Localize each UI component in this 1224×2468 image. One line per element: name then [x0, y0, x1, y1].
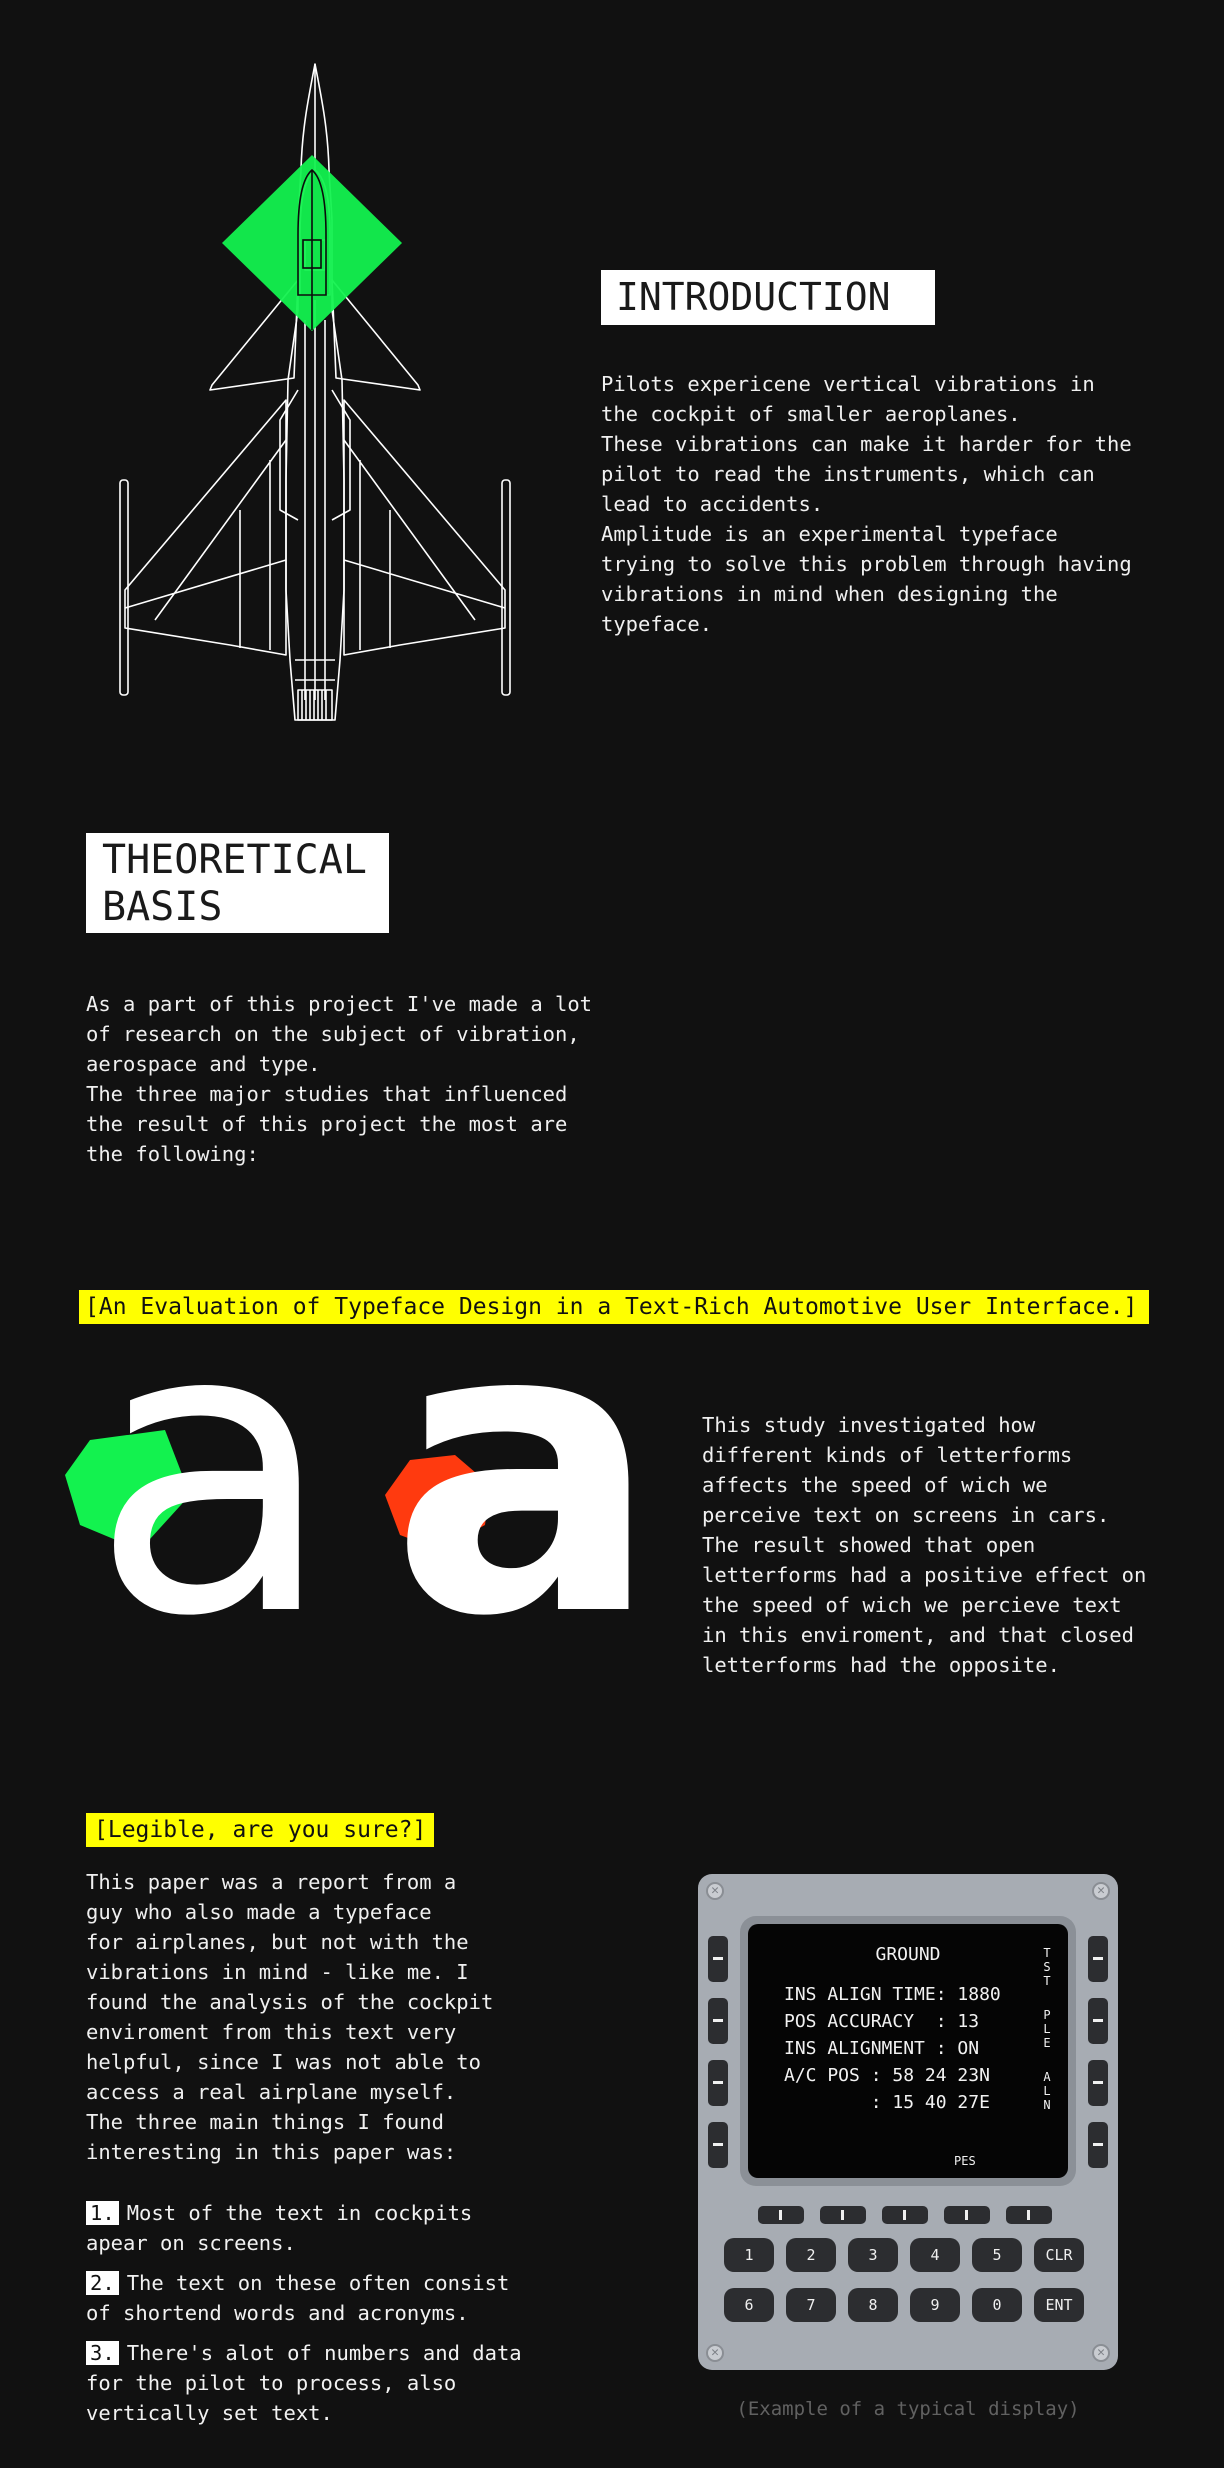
vertical-label-aln — [1040, 2070, 1054, 2114]
soft-key-4[interactable] — [944, 2206, 990, 2224]
display-line: POS ACCURACY : 13 — [784, 2011, 980, 2032]
theoretical-basis-heading: THEORETICAL BASIS — [86, 833, 389, 933]
vertical-label-text: TST — [1040, 1946, 1054, 1988]
cockpit-display-panel — [698, 1874, 1118, 2370]
display-line: INS ALIGNMENT : ON — [784, 2038, 980, 2059]
key-8[interactable]: 8 — [848, 2288, 898, 2322]
key-6[interactable]: 6 — [724, 2288, 774, 2322]
vertical-label-tst — [1040, 1946, 1054, 1990]
fighter-jet-illustration — [100, 60, 530, 730]
key-0[interactable]: 0 — [972, 2288, 1022, 2322]
closed-letterform-a: a — [390, 1239, 660, 1704]
key-4[interactable]: 4 — [910, 2238, 960, 2272]
list-item — [86, 2268, 556, 2328]
display-caption: (Example of a typical display) — [736, 2398, 1080, 2420]
vertical-label-text: ALN — [1040, 2070, 1054, 2112]
line-select-key-left-1[interactable] — [708, 1936, 728, 1982]
display-line: : 15 40 27E — [784, 2092, 990, 2113]
line-select-key-right-2[interactable] — [1088, 1998, 1108, 2044]
line-select-key-left-2[interactable] — [708, 1998, 728, 2044]
vertical-label-ple — [1040, 2008, 1054, 2052]
key-7[interactable]: 7 — [786, 2288, 836, 2322]
list-number-badge: 2. — [86, 2271, 119, 2295]
display-title: GROUND — [875, 1944, 941, 1965]
line-select-key-left-4[interactable] — [708, 2122, 728, 2168]
introduction-text: Pilots expericene vertical vibrations in the cockpit of smaller aeroplanes. These vibrations can make it harder for the pilot to read the instruments, which can lead to accidents. Amplitude is an experimental typeface trying to solve this problem through having vibrations in mind when designing the typeface. — [601, 372, 1132, 636]
key-clr[interactable]: CLR — [1034, 2238, 1084, 2272]
list-item — [86, 2338, 556, 2428]
introduction-heading: INTRODUCTION — [601, 270, 935, 325]
list-item — [86, 2198, 556, 2258]
key-3[interactable]: 3 — [848, 2238, 898, 2272]
key-9[interactable]: 9 — [910, 2288, 960, 2322]
theoretical-basis-text: As a part of this project I've made a lot of research on the subject of vibration, aerospace and type. The three major studies that influenced the result of this project the most are the following: — [86, 992, 593, 1166]
line-select-key-right-4[interactable] — [1088, 2122, 1108, 2168]
study2-text: This paper was a report from a guy who also made a typeface for airplanes, but not with the vibrations in mind - like me. I found the analysis of the cockpit enviroment from this text very helpful, since I was not able to access a real airplane myself. The three main things I found interesting in this paper was: — [86, 1870, 494, 2164]
open-letterform-a: a — [90, 1239, 326, 1704]
study1-text: This study investigated how different kinds of letterforms affects the speed of wich we perceive text on screens in cars. The result showed that open letterforms had a positive effect on the speed of wich we percieve text in this enviroment, and that closed letterforms had the opposite. — [702, 1413, 1147, 1677]
line-select-key-right-3[interactable] — [1088, 2060, 1108, 2106]
display-line: A/C POS : 58 24 23N — [784, 2065, 990, 2086]
screw-icon: ✕ — [706, 1882, 724, 1900]
soft-key-1[interactable] — [758, 2206, 804, 2224]
soft-key-2[interactable] — [820, 2206, 866, 2224]
vertical-label-text: PLE — [1040, 2008, 1054, 2050]
key-5[interactable]: 5 — [972, 2238, 1022, 2272]
soft-key-5[interactable] — [1006, 2206, 1052, 2224]
key-ent[interactable]: ENT — [1034, 2288, 1084, 2322]
line-select-key-left-3[interactable] — [708, 2060, 728, 2106]
line-select-key-right-1[interactable] — [1088, 1936, 1108, 1982]
list-number-badge: 1. — [86, 2201, 119, 2225]
soft-key-3[interactable] — [882, 2206, 928, 2224]
study1-title-highlight: [An Evaluation of Typeface Design in a Text-Rich Automotive User Interface.] — [79, 1290, 1149, 1324]
list-number-badge: 3. — [86, 2341, 119, 2365]
display-line: INS ALIGN TIME: 1880 — [784, 1984, 1001, 2005]
display-bottom-label: PES — [954, 2154, 976, 2168]
list-item-text: There's alot of numbers and data for the pilot to process, also vertically set text. — [86, 2341, 522, 2425]
key-2[interactable]: 2 — [786, 2238, 836, 2272]
list-item-text: Most of the text in cockpits apear on screens. — [86, 2201, 473, 2255]
screw-icon: ✕ — [1092, 2344, 1110, 2362]
screw-icon: ✕ — [1092, 1882, 1110, 1900]
screw-icon: ✕ — [706, 2344, 724, 2362]
study2-title-highlight: [Legible, are you sure?] — [86, 1813, 434, 1847]
key-1[interactable]: 1 — [724, 2238, 774, 2272]
display-screen — [748, 1924, 1068, 2178]
list-item-text: The text on these often consist of shortend words and acronyms. — [86, 2271, 510, 2325]
